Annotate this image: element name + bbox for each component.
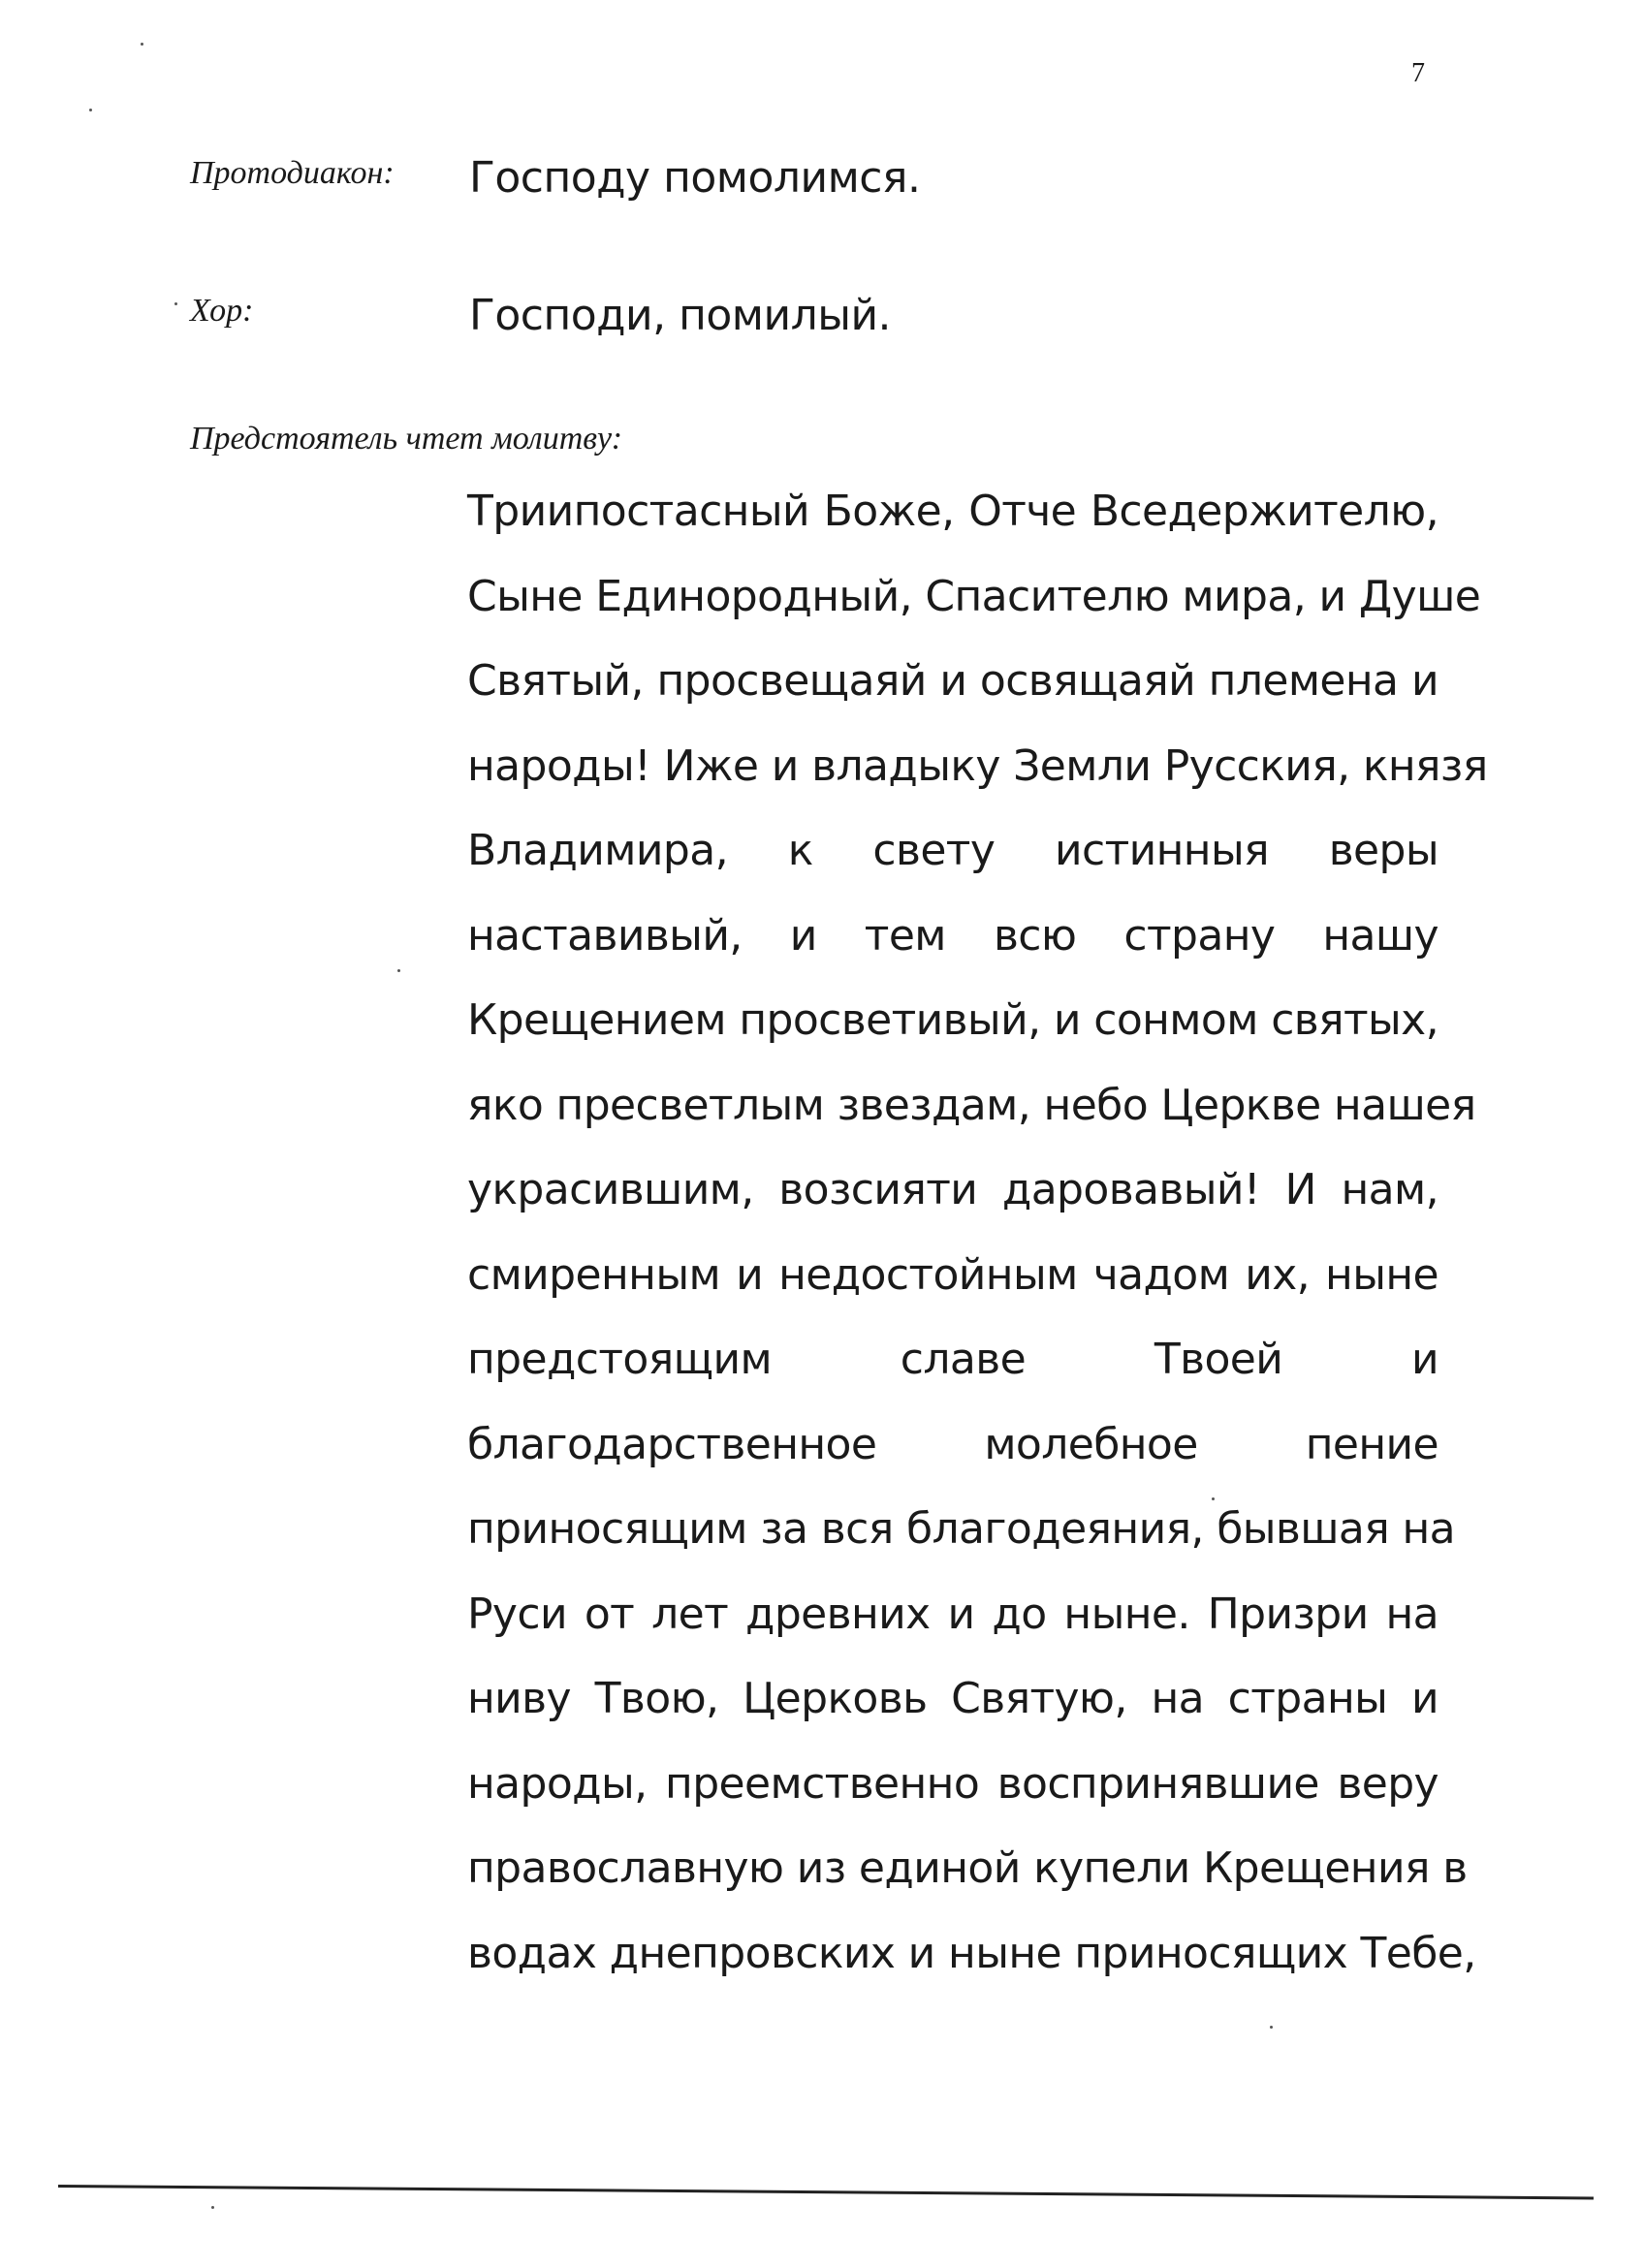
scan-speck [89, 109, 92, 111]
choir-line: Господи, помилый. [469, 291, 892, 340]
prayer-line: православную из единой купели Крещения в [467, 1843, 1468, 1893]
prayer-line: водах днепровских и ныне приносящих Тебе, [467, 1928, 1476, 1978]
scan-speck [141, 43, 143, 46]
prayer-line: предстоящим славе Твоей и [467, 1335, 1438, 1384]
prayer-line: наставивый, и тем всю страну нашу [467, 910, 1438, 961]
page-number: 7 [1411, 58, 1425, 88]
prayer-line: украсившим, возсияти даровавый! И нам, [467, 1165, 1438, 1214]
scan-speck [174, 302, 177, 305]
scan-speck [1212, 1497, 1215, 1500]
scan-speck [397, 969, 400, 972]
prayer-text [467, 483, 1488, 2009]
bottom-rule [58, 2185, 1594, 2199]
prayer-line: Святый, просвещаяй и освящаяй племена и [467, 656, 1438, 706]
prayer-line: Сыне Единородный, Спасителю мира, и Душе [467, 571, 1481, 621]
scan-speck [211, 2206, 214, 2209]
prayer-line: благодарственное молебное пение [467, 1419, 1438, 1469]
scan-speck [1270, 2026, 1273, 2029]
speaker-protodeacon: Протодиакон: [190, 155, 395, 191]
prayer-line: Крещением просветивый, и сонмом святых, [467, 995, 1438, 1045]
prayer-line: Руси от лет древних и до ныне. Призри на [467, 1589, 1438, 1639]
prayer-line: смиренным и недостойным чадом их, ныне [467, 1249, 1438, 1300]
speaker-choir: Хор: [190, 293, 254, 329]
prayer-line: народы, преемственно воспринявшие веру [467, 1758, 1438, 1809]
prayer-line: ниву Твою, Церковь Святую, на страны и [467, 1674, 1438, 1723]
prayer-line: приносящим за вся благодеяния, бывшая на [467, 1504, 1456, 1554]
prayer-line: яко пресветлым звездам, небо Церкве нашея [467, 1080, 1476, 1130]
prayer-line: народы! Иже и владыку Земли Русския, князя [467, 740, 1488, 791]
prayer-line: Триипостасный Боже, Отче Вседержителю, [467, 487, 1438, 536]
rubric-prayer: Предстоятель чтет молитву: [190, 421, 623, 457]
prayer-line: Владимира, к свету истинныя веры [467, 826, 1438, 875]
protodeacon-line: Господу помолимся. [469, 153, 921, 203]
